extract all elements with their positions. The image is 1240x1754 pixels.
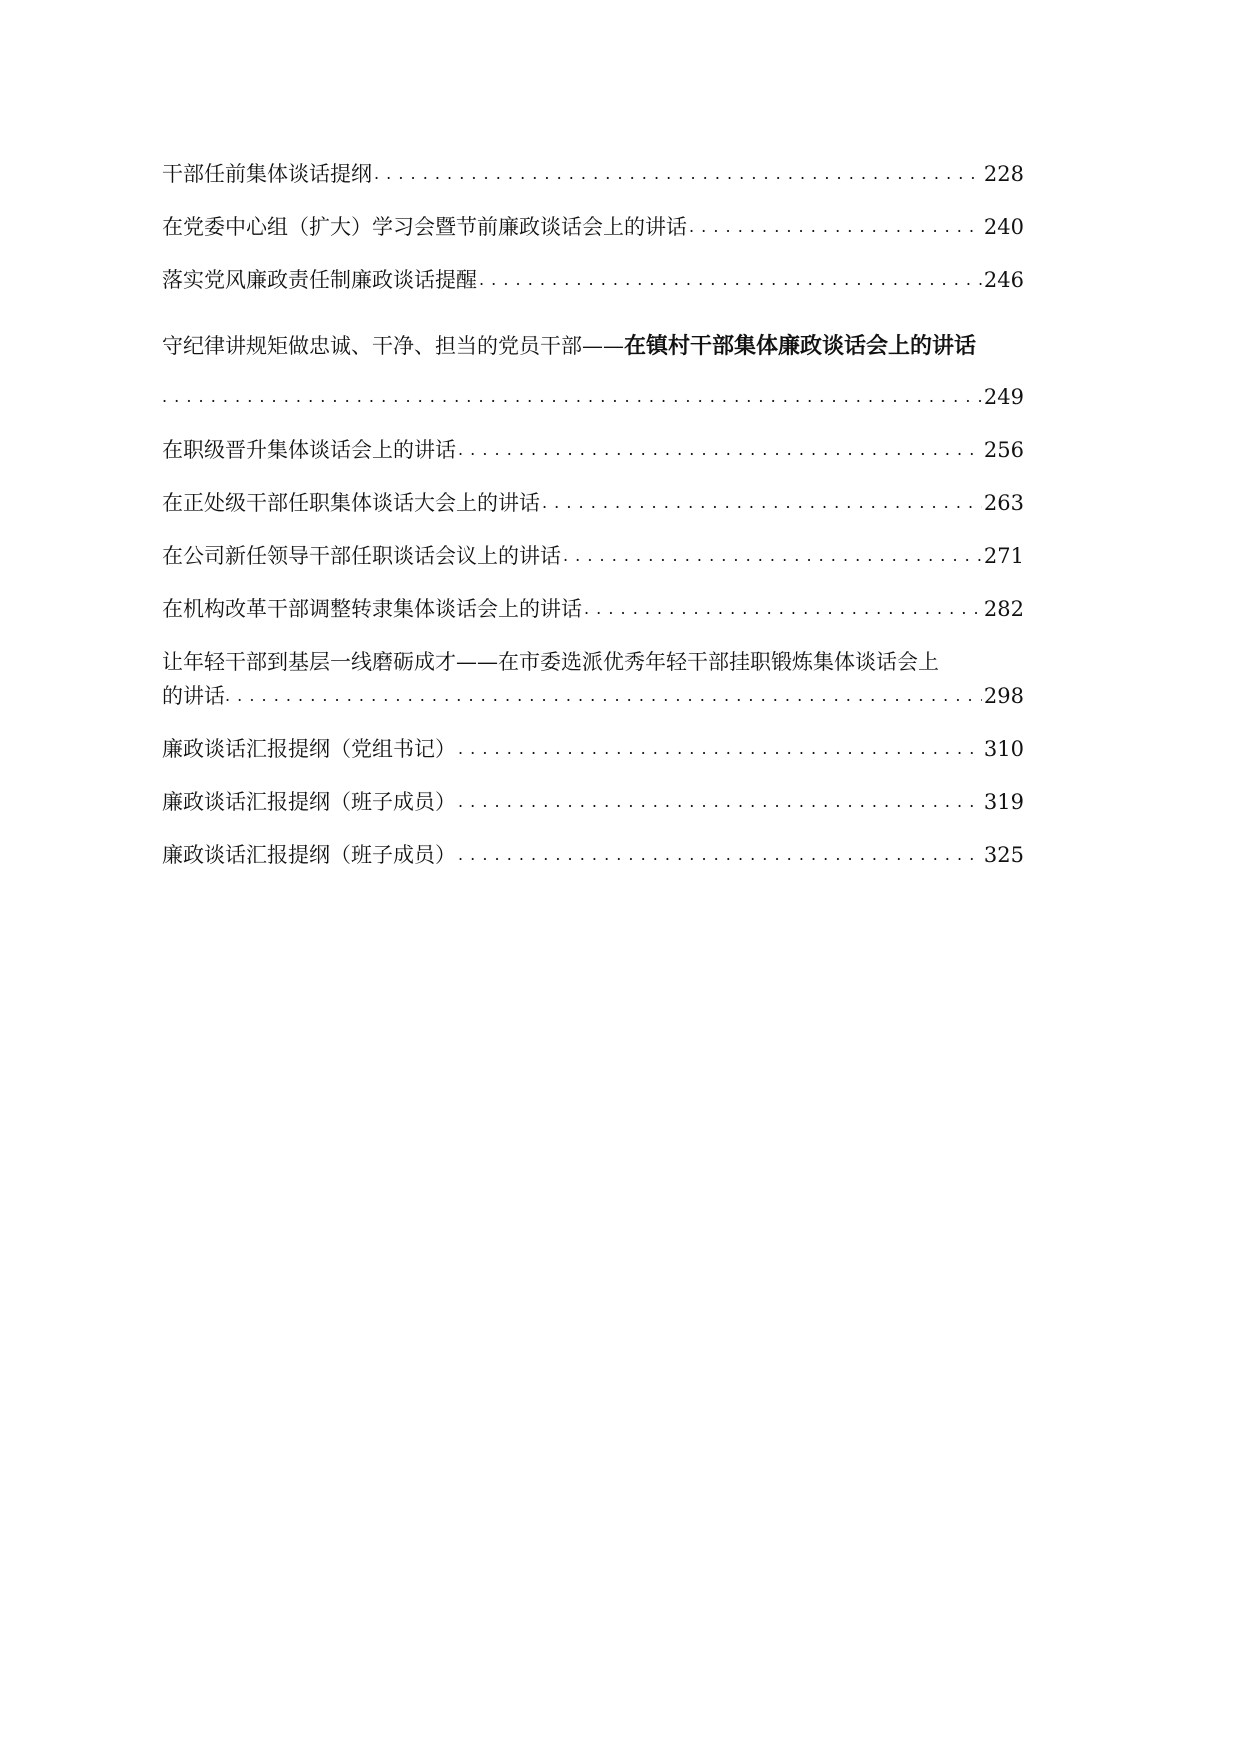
dot-leader: [162, 383, 982, 411]
toc-entry[interactable]: [162, 160, 1024, 188]
toc-entry-page: 240: [983, 215, 1024, 239]
toc-entry-page: 228: [983, 162, 1024, 186]
toc-entry-title: 在党委中心组（扩大）学习会暨节前廉政谈话会上的讲话: [162, 215, 687, 239]
toc-entry-title: 在公司新任领导干部任职谈话会议上的讲话: [162, 544, 561, 568]
toc-entry-title: 在正处级干部任职集体谈话大会上的讲话: [162, 491, 540, 515]
toc-entry-title: 廉政谈话汇报提纲（班子成员）: [162, 843, 456, 867]
toc-entry-page: 256: [983, 438, 1024, 462]
toc-entry-title-part1: 守纪律讲规矩做忠诚、干净、担当的党员干部——: [162, 334, 624, 358]
toc-entry-title: 落实党风廉政责任制廉政谈话提醒: [162, 268, 477, 292]
table-of-contents: [162, 160, 1024, 894]
toc-entry-page: 325: [983, 843, 1024, 867]
toc-entry-title: 在机构改革干部调整转隶集体谈话会上的讲话: [162, 597, 582, 621]
toc-entry[interactable]: [162, 648, 1024, 710]
dot-leader: [542, 489, 982, 517]
toc-entry[interactable]: [162, 213, 1024, 241]
dot-leader: [458, 436, 982, 464]
toc-entry[interactable]: [162, 266, 1024, 294]
dot-leader: [458, 841, 982, 869]
toc-entry-title: [162, 332, 1024, 360]
dot-leader: [479, 266, 982, 294]
toc-entry-page: 298: [983, 684, 1024, 708]
toc-entry[interactable]: [162, 332, 1024, 411]
toc-entry[interactable]: [162, 595, 1024, 623]
toc-entry-title-part2: 在镇村干部集体廉政谈话会上的讲话: [624, 334, 977, 359]
toc-entry[interactable]: [162, 788, 1024, 816]
toc-entry-title: 干部任前集体谈话提纲: [162, 162, 372, 186]
dot-leader: [458, 735, 982, 763]
toc-entry[interactable]: [162, 436, 1024, 464]
toc-entry-title-line1: 让年轻干部到基层一线磨砺成才——在市委选派优秀年轻干部挂职锻炼集体谈话会上: [162, 650, 939, 674]
toc-entry-title: 廉政谈话汇报提纲（党组书记）: [162, 737, 456, 761]
toc-entry-page: 246: [983, 268, 1024, 292]
toc-entry-page: 271: [983, 544, 1024, 568]
toc-entry[interactable]: [162, 489, 1024, 517]
toc-entry-page: 310: [983, 737, 1024, 761]
dot-leader: [225, 682, 982, 710]
dot-leader: [584, 595, 982, 623]
toc-entry-title: 廉政谈话汇报提纲（班子成员）: [162, 790, 456, 814]
toc-entry[interactable]: [162, 735, 1024, 763]
toc-entry-page: 319: [983, 790, 1024, 814]
toc-entry-title: 在职级晋升集体谈话会上的讲话: [162, 438, 456, 462]
dot-leader: [563, 542, 982, 570]
toc-entry[interactable]: [162, 841, 1024, 869]
dot-leader: [374, 160, 982, 188]
toc-entry-page: 282: [983, 597, 1024, 621]
toc-entry-page: 263: [983, 491, 1024, 515]
toc-entry-page: 249: [983, 385, 1024, 409]
toc-entry[interactable]: [162, 542, 1024, 570]
dot-leader: [689, 213, 982, 241]
toc-entry-title-line2: 的讲话: [162, 684, 225, 708]
dot-leader: [458, 788, 982, 816]
